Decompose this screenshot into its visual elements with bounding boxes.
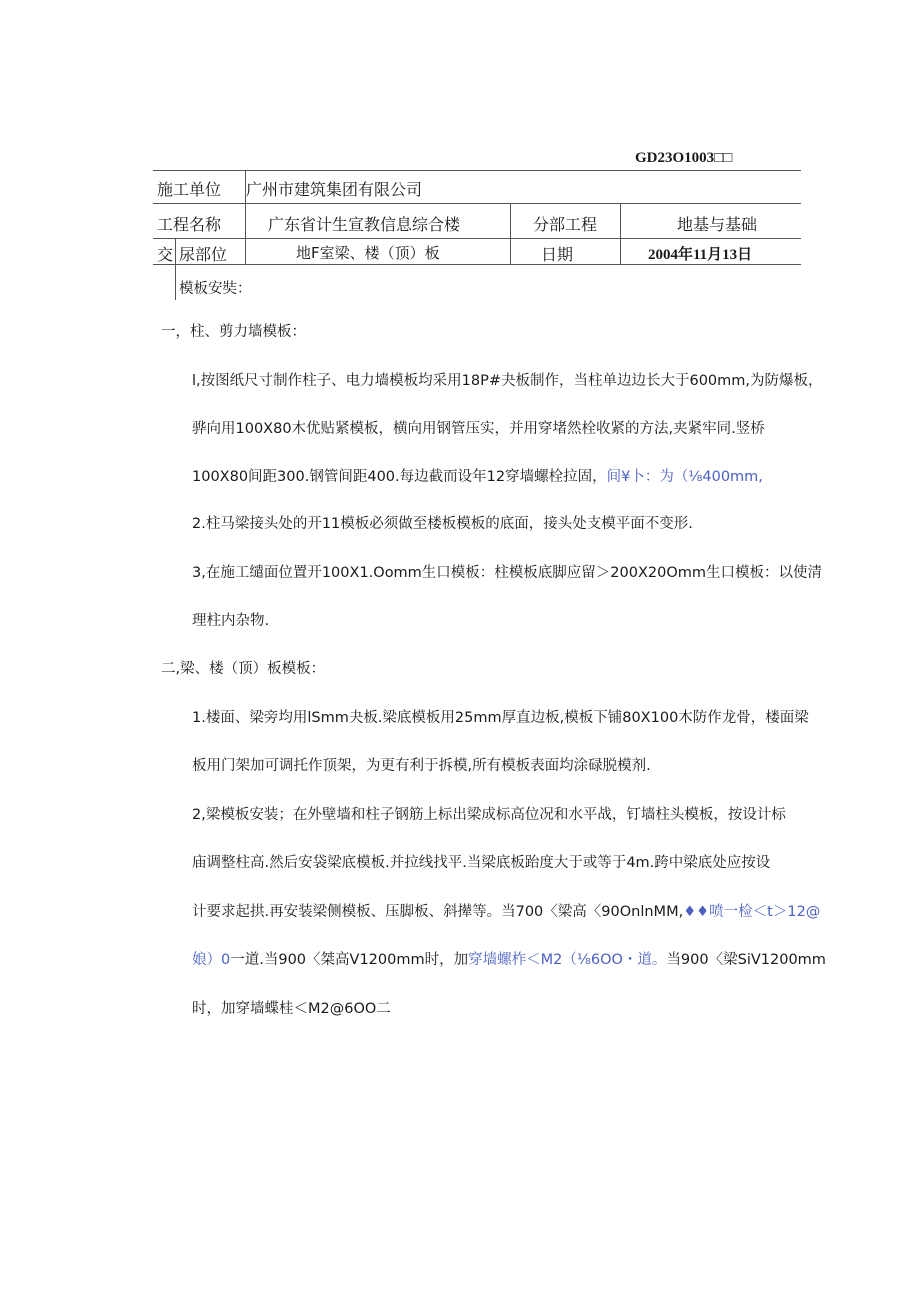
table-row-divider [153,203,801,204]
project-name-label: 工程名称 [157,215,222,234]
paragraph-1-line-2: 骅向用100X80木优贴紧模板，横向用钢管压实，并用穿堵然栓收紧的方法,夹紧牢同.竖桥 [192,421,765,437]
table-column-divider [510,203,511,264]
handover-location-label: 尿部位 [179,245,228,264]
table-row-divider [153,238,801,239]
sub-project-label: 分部工程 [533,215,598,234]
paragraph-5-line-4 [192,950,826,970]
construction-unit-label: 施工单位 [157,180,222,199]
paragraph-5-line-4-highlight: 娘）0 [192,952,231,968]
handover-location-value: 地F室梁、楼（顶）板 [296,244,440,262]
section-2-title: 二,梁、楼（顶）板模板： [161,661,326,677]
paragraph-3-line-2: 理柱内杂物. [192,613,270,629]
paragraph-5-line-3 [192,902,820,922]
handover-label-prefix: 交 [157,245,174,264]
paragraph-1-line-3-highlight: 间¥卜：为（⅛400mm, [606,469,763,485]
paragraph-4-line-1: 1.楼面、梁旁均用lSmm夬板.梁底模板用25mm厚直边板,模板下铺80X100木防作龙骨，楼面梁 [192,710,809,726]
date-label: 日期 [541,245,574,264]
paragraph-5-line-4-text: 一道.当900〈桀高V1200mm时，加 [230,952,469,968]
paragraph-5-line-3-highlight: ♦♦喷一检＜t＞12@ [683,904,821,920]
project-name-value: 广东省计生宣教信息综合楼 [268,215,461,234]
table-column-divider [175,238,176,300]
paragraph-5-line-3-text: 计要求起拱.再安装梁侧模板、压脚板、斜撵等。当700〈梁高〈90OnlnMM, [192,904,684,920]
date-value: 2004年11月13日 [648,247,753,263]
section-1-title: 一，柱、剪力墙模板： [161,324,306,340]
paragraph-1-line-1: l,按图纸尺寸制作柱子、电力墙模板均采用18P#夬板制作，当柱单边边长大于600mm,为防爆板， [192,373,823,389]
paragraph-3-line-1: 3,在施工缱面位置开100X1.Oomm生口模板：柱模板底脚应留＞200X20Omm生口模板：以使清 [192,565,823,581]
section-heading: 模板安奘： [179,281,252,297]
table-bottom-border [153,264,801,265]
sub-project-value: 地基与基础 [677,215,758,234]
paragraph-5-line-5: 时，加穿墙蝶桂＜M2@6OO二 [192,1001,391,1017]
paragraph-2: 2.柱马梁接头处的开11模板必须做至楼板模板的底面，接头处支模平面不变形. [192,516,693,532]
document-code: GD23O1003□□ [635,150,733,166]
paragraph-5-line-4-end: 当900〈梁SiV1200mm [666,952,826,968]
paragraph-5-line-2: 庙调整柱高.然后安袋梁底模板.并拉线找平.当梁底板跆度大于或等于4m.跨中梁底处应按设 [192,855,771,871]
table-column-divider [620,203,621,264]
table-top-border [153,170,801,171]
construction-unit-value: 广州市建筑集团有限公司 [246,180,423,199]
paragraph-5-line-1: 2,梁模板安装；在外壁墙和柱子钢筋上标出梁成标高位况和水平战，钉墙柱头模板，按设计标 [192,807,786,823]
paragraph-5-line-4-highlight-2: 穿墙螺柞＜M2（⅛6OO・道。 [468,952,667,968]
paragraph-4-line-2: 板用门架加可调托作顶架，为更有利于拆模,所有模板表面均涂碌脱模剂. [192,758,651,774]
paragraph-1-line-3-text: 100X80间距300.钢管间距400.每边截而设年12穿墙螺栓拉固， [192,469,607,485]
paragraph-1-line-3 [192,467,763,487]
